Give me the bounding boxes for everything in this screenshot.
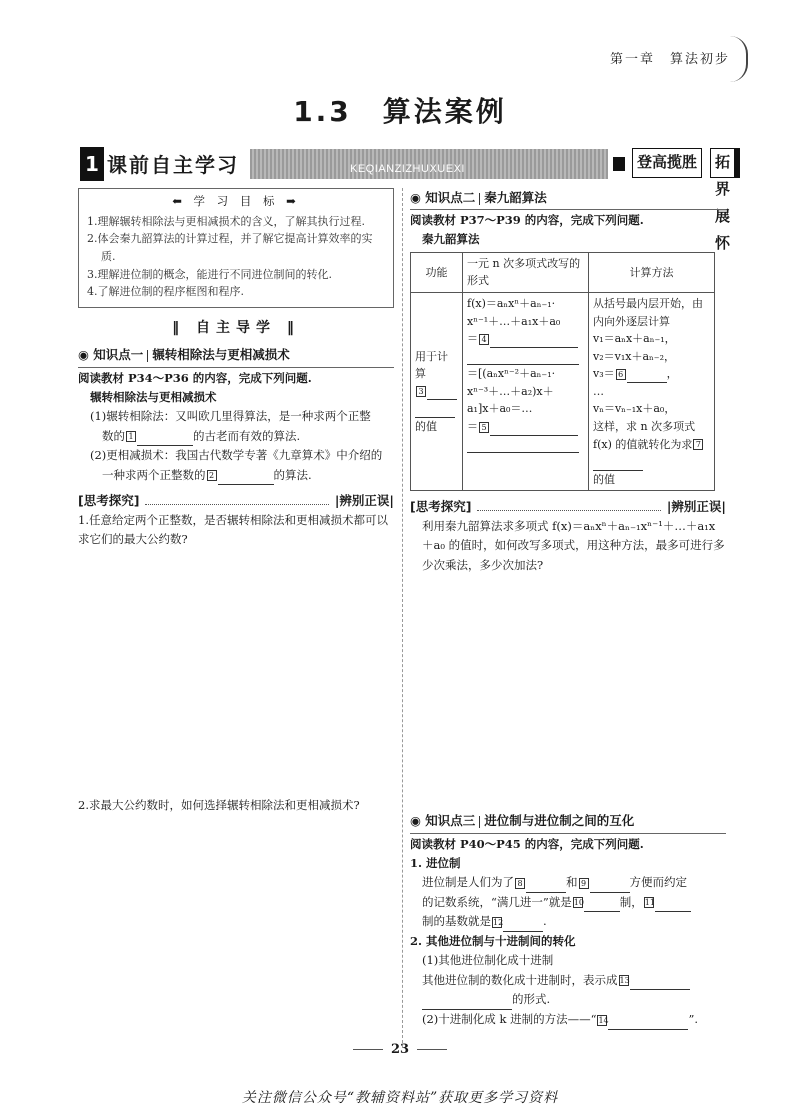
goals-title-text: 学 习 目 标 <box>193 194 279 208</box>
goal-item: 1.理解辗转相除法与更相减损术的含义，了解其执行过程. <box>87 214 365 228</box>
kp3-title: 进位制与进位制之间的互化 <box>484 813 635 829</box>
placeholder-4: 4 <box>479 334 489 345</box>
kp1-line2b-post: 的算法. <box>273 467 312 482</box>
knowledge-point-1 <box>78 345 394 367</box>
kp1-read: 阅读教材 P34～P36 的内容，完成下列问题. <box>78 370 312 385</box>
kp3-s1b <box>410 990 726 1010</box>
placeholder-10: 10 <box>573 898 584 908</box>
kp1-line2b <box>78 466 394 486</box>
blank-10[interactable] <box>584 899 620 912</box>
footer-note: 关注微信公众号“教辅资料站”获取更多学习资料 <box>241 1090 559 1106</box>
kp3-label: ◉ 知识点三 <box>410 813 476 829</box>
blank-5[interactable] <box>490 423 578 436</box>
blank-8[interactable] <box>526 880 566 893</box>
table-cell-method <box>589 292 715 491</box>
cell-text: vₙ＝vₙ₋₁x＋a₀， <box>593 402 676 416</box>
kp3-h1: 1. 进位制 <box>410 855 461 870</box>
goals-title: ⬅ 学 习 目 标 ➡ <box>172 194 300 208</box>
kp3-text: 进位制是人们为了 <box>422 875 514 890</box>
chapter-arc-decoration <box>730 36 748 82</box>
banner-main-title: 课前自主学习 <box>107 153 239 177</box>
kp3-s2 <box>410 1010 726 1030</box>
cell-text: ＝[(aₙxⁿ⁻²＋aₙ₋₁· <box>467 367 556 381</box>
chapter-header: 第一章 算法初步 <box>609 52 730 67</box>
kp3-line1 <box>410 873 726 893</box>
kp3-h2: 2. 其他进位制与十进制间的转化 <box>410 933 576 948</box>
think-right-q1: 利用秦九韶算法求多项式 f(x)＝aₙxⁿ＋aₙ₋₁xⁿ⁻¹＋…＋a₁x＋a₀ 的值时，如何改写多项式，用这种方法，最多可进行多少次乘法，多少次加法? <box>422 518 725 572</box>
blank-5b[interactable] <box>467 440 579 453</box>
cell-text: ＝ <box>467 332 478 346</box>
kp3-s1a <box>410 971 726 991</box>
goal-item: 2.体会秦九韶算法的计算过程，并了解它提高计算效率的实质. <box>87 232 373 263</box>
cell-text: v₁＝aₙx＋aₙ₋₁， <box>593 332 676 346</box>
think-left-q1: 1.任意给定两个正整数，是否辗转相除法和更相减损术都可以求它们的最大公约数? <box>78 512 388 547</box>
table-header-row <box>411 252 715 292</box>
goal-item: 3.理解进位制的概念，能进行不同进位制间的转化. <box>87 267 332 281</box>
kp3-text: 的记数系统，“满几进一”就是 <box>422 894 572 909</box>
kp3-s1: (1)其他进位制化成十进制 <box>422 953 554 968</box>
kp1-line1b-pre: 数的 <box>102 428 125 443</box>
think-left-title: [思考探究] <box>78 493 140 509</box>
learning-goals-box <box>78 188 394 308</box>
kp3-text: 和 <box>566 875 578 890</box>
kp3-text: 方便而约定 <box>629 875 687 890</box>
banner-square-icon <box>613 157 625 171</box>
cell-text: 的值 <box>415 420 437 434</box>
table-cell-function <box>411 292 463 491</box>
page-number <box>0 1040 800 1060</box>
kp2-heading: 秦九韶算法 <box>422 232 480 247</box>
column-divider <box>402 188 403 1048</box>
placeholder-12: 12 <box>493 917 504 927</box>
kp3-text: 制的基数就是 <box>422 914 491 929</box>
placeholder-5: 5 <box>479 422 489 433</box>
blank-14[interactable] <box>608 1017 688 1030</box>
kp1-line1a: (1)辗转相除法：又叫欧几里得算法，是一种求两个正整 <box>90 409 371 424</box>
kp3-text: (2)十进制化成 k 进制的方法——“ <box>422 1012 597 1027</box>
placeholder-13: 13 <box>619 976 630 986</box>
think-left-right: |辨别正误| <box>334 493 394 509</box>
kp1-label: ◉ 知识点一 <box>78 347 144 363</box>
blank-7[interactable] <box>593 458 643 471</box>
kp1-line1b <box>78 427 394 447</box>
kp3-line2 <box>410 893 726 913</box>
kp1-line2a: (2)更相减损术：我国古代数学专著《九章算术》中介绍的 <box>90 448 383 463</box>
placeholder-2: 2 <box>207 470 217 481</box>
right-column <box>410 188 726 1030</box>
placeholder-11: 11 <box>644 898 655 908</box>
table-header-cell: 一元 n 次多项式改写的形式 <box>463 252 589 292</box>
kp3-read: 阅读教材 P40～P45 的内容，完成下列问题. <box>410 836 644 851</box>
cell-text: xⁿ⁻¹＋…＋a₁x＋a₀ <box>467 314 561 328</box>
goal-item: 4.了解进位制的程序框图和程序. <box>87 285 244 299</box>
cell-text: 用于计算 <box>415 349 448 381</box>
cell-text: v₂＝v₁x＋aₙ₋₂， <box>593 349 675 363</box>
placeholder-7: 7 <box>693 439 703 450</box>
table-header-cell: 计算方法 <box>589 252 715 292</box>
kp2-title: 秦九韶算法 <box>484 190 547 205</box>
blank-13b[interactable] <box>422 997 512 1010</box>
kp1-line2b-pre: 一种求两个正整数的 <box>102 467 206 482</box>
think-explore-left <box>78 491 394 510</box>
think-right-title: [思考探究] <box>410 499 472 515</box>
cell-text: v₃＝ <box>593 367 615 381</box>
placeholder-14: 14 <box>598 1015 609 1025</box>
cell-text: … <box>593 384 604 398</box>
cell-text: 这样，求 n 次多项式 f(x) 的值就转化为求 <box>593 420 696 451</box>
banner-number: 1 <box>80 147 104 181</box>
blank-13[interactable] <box>630 977 690 990</box>
placeholder-9: 9 <box>579 878 589 889</box>
page-number-text: 23 <box>390 1042 410 1057</box>
kp1-heading: 辗转相除法与更相减损术 <box>90 389 217 404</box>
kp3-text: 其他进位制的数化成十进制时，表示成 <box>422 972 618 987</box>
kp1-title: 辗转相除法与更相减损术 <box>152 347 290 363</box>
kp3-text: . <box>543 914 547 929</box>
blank-4b[interactable] <box>467 352 579 365</box>
blank-11[interactable] <box>655 899 691 912</box>
blank-9[interactable] <box>590 880 630 893</box>
think-right-right: |辨别正误| <box>666 499 726 515</box>
cell-text: 的值 <box>593 472 615 486</box>
table-row <box>411 292 715 491</box>
banner-box-2: 拓界展怀 <box>710 148 740 178</box>
kp2-read: 阅读教材 P37～P39 的内容，完成下列问题. <box>410 213 644 228</box>
table-header-cell: 功能 <box>411 252 463 292</box>
cell-text: f(x)＝aₙxⁿ＋aₙ₋₁· <box>467 296 556 310</box>
cell-text: ＝ <box>467 420 478 434</box>
placeholder-6: 6 <box>616 369 626 380</box>
blank-12[interactable] <box>503 919 543 932</box>
table-cell-form <box>463 292 589 491</box>
kp2-label: ◉ 知识点二 <box>410 190 476 205</box>
placeholder-3: 3 <box>416 386 426 397</box>
cell-text: ， <box>666 367 678 381</box>
knowledge-point-2 <box>410 188 726 210</box>
knowledge-point-3 <box>410 811 726 833</box>
kp3-text: ”. <box>688 1012 698 1027</box>
section-title: 1.3 算法案例 <box>293 95 507 128</box>
blank-3b[interactable] <box>415 405 455 418</box>
cell-text: a₁]x＋a₀＝… <box>467 402 533 416</box>
blank-1[interactable] <box>137 433 193 446</box>
qinjiushao-table <box>410 252 715 492</box>
think-left-q2: 2.求最大公约数时，如何选择辗转相除法和更相减损术? <box>78 797 360 812</box>
placeholder-1: 1 <box>126 431 136 442</box>
banner-pinyin: KEQIANZIZHUXUEXI <box>350 163 465 175</box>
blank-6[interactable] <box>627 370 667 383</box>
blank-4[interactable] <box>490 335 578 348</box>
blank-2[interactable] <box>218 472 274 485</box>
blank-3[interactable] <box>427 387 457 400</box>
kp1-line1b-post: 的古老而有效的算法. <box>193 428 301 443</box>
kp3-line3 <box>410 912 726 932</box>
placeholder-8: 8 <box>515 878 525 889</box>
left-column <box>78 188 394 815</box>
kp3-text: 的形式. <box>512 992 551 1007</box>
banner-box-1: 登高揽胜 <box>632 148 702 178</box>
cell-text: xⁿ⁻³＋…＋a₂)x＋ <box>467 384 554 398</box>
guide-title: ‖ 自主导学 ‖ <box>172 319 300 336</box>
kp3-text: 制， <box>619 894 643 909</box>
think-explore-right <box>410 497 726 516</box>
cell-text: 从括号最内层开始，由内向外逐层计算 <box>593 296 703 328</box>
